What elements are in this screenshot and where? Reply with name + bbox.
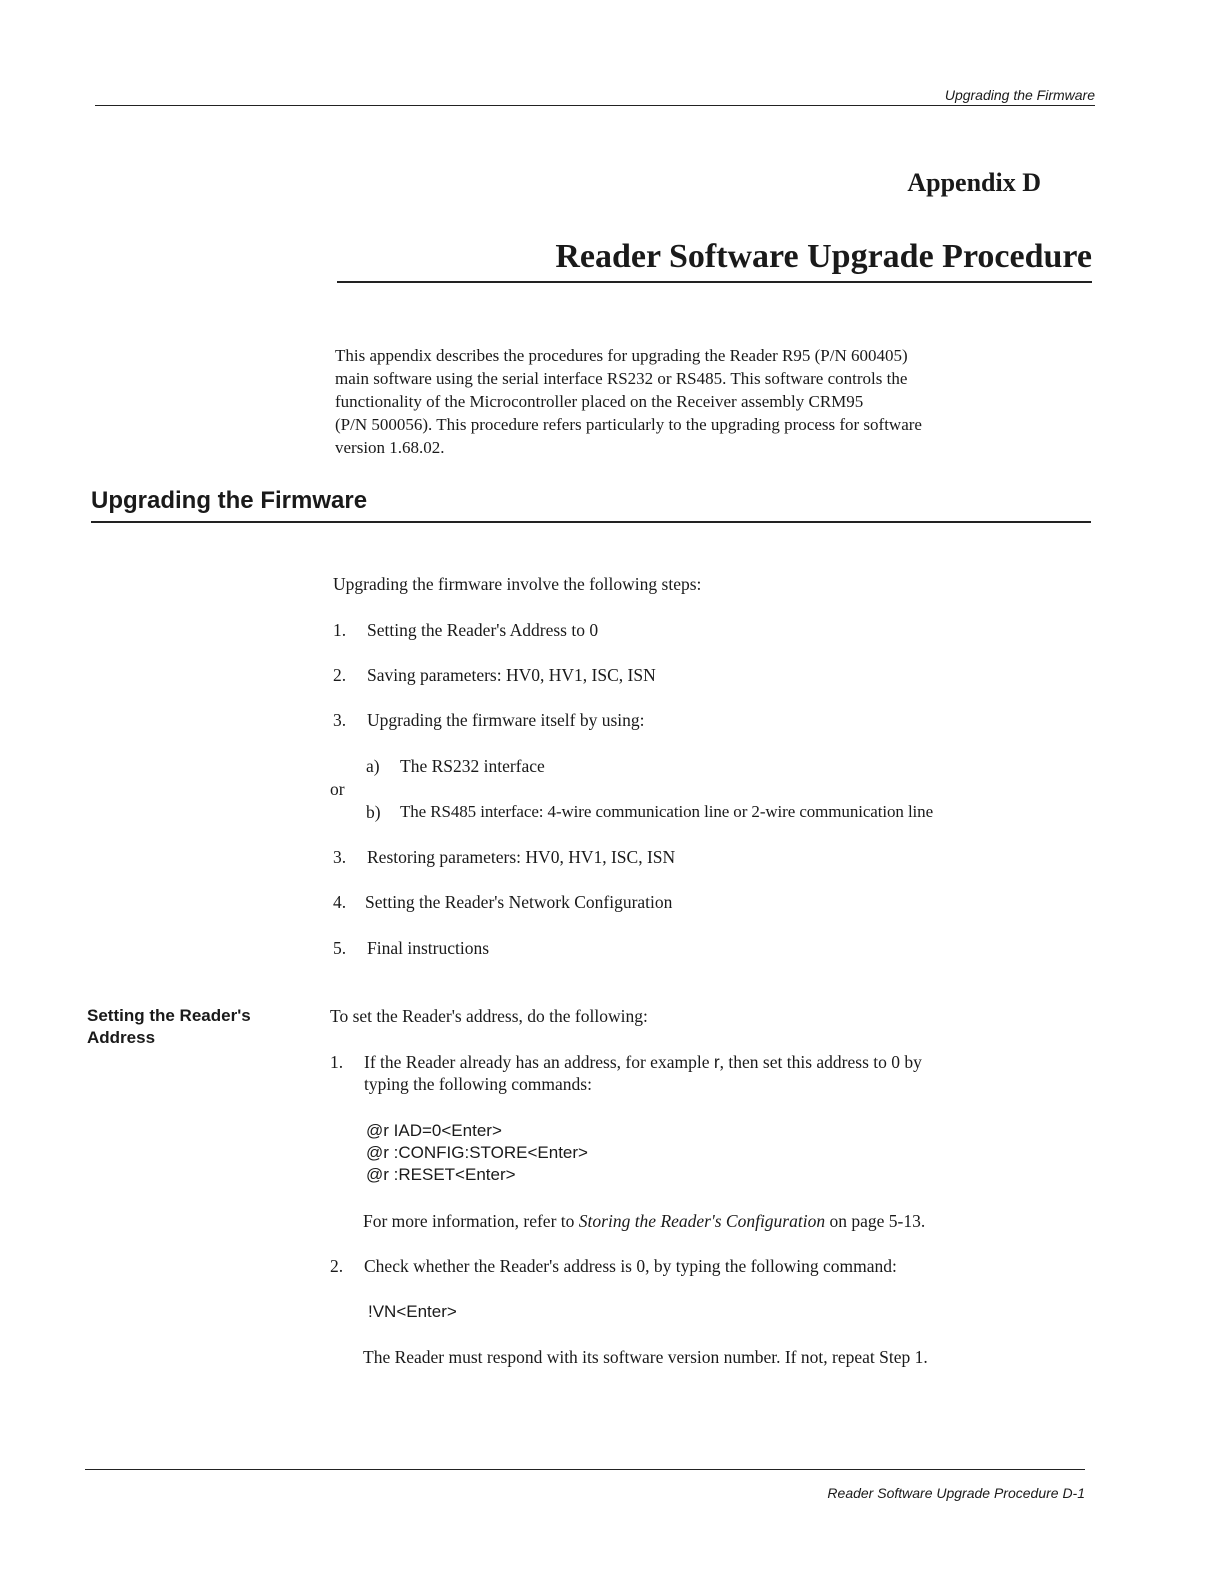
step-text: Upgrading the firmware itself by using: — [367, 710, 645, 730]
step-number: 2. — [330, 1256, 344, 1276]
command-text: :RESET<Enter> — [388, 1165, 516, 1184]
appendix-label: Appendix D — [907, 168, 1041, 197]
step-text-suffix: , then set this address to 0 by — [719, 1052, 922, 1072]
subsection-side-head — [87, 1005, 287, 1049]
command-line — [366, 1142, 588, 1164]
chapter-title: Reader Software Upgrade Procedure — [555, 238, 1092, 275]
command-block — [366, 1120, 588, 1186]
step-text: Setting the Reader's Address to 0 — [367, 620, 599, 640]
sub-item-text: The RS485 interface: 4-wire communication line or 2-wire communication line — [400, 802, 934, 821]
step-text-line: typing the following commands: — [364, 1074, 592, 1094]
sub-item-text: The RS232 interface — [400, 756, 545, 776]
intro-line: (P/N 500056). This procedure refers particularly to the upgrading process for software — [335, 415, 922, 434]
command-variable: r — [383, 1143, 389, 1162]
command-prefix: @ — [366, 1143, 384, 1162]
or-text: or — [330, 779, 345, 799]
intro-paragraph — [335, 344, 1095, 459]
step-number: 1. — [330, 1052, 344, 1072]
cross-reference-link[interactable]: Storing the Reader's Configuration — [578, 1211, 826, 1231]
section-title: Upgrading the Firmware — [91, 487, 368, 514]
step-text: Saving parameters: HV0, HV1, ISC, ISN — [367, 665, 656, 685]
command-line-vn: !VN<Enter> — [368, 1302, 457, 1321]
intro-line: This appendix describes the procedures for upgrading the Reader R95 (P/N 600405) — [335, 346, 908, 365]
chapter-title-rule — [337, 281, 1092, 283]
page-footer: Reader Software Upgrade Procedure D-1 — [827, 1485, 1085, 1501]
step-number: 4. — [333, 892, 347, 912]
header-rule — [95, 105, 1095, 106]
more-info-prefix: For more information, refer to — [363, 1211, 579, 1231]
command-prefix: @ — [366, 1165, 384, 1184]
step-number: 3. — [333, 710, 347, 730]
step-text: Check whether the Reader's address is 0, by typing the following command: — [364, 1256, 897, 1276]
intro-line: functionality of the Microcontroller placed on the Receiver assembly CRM95 — [335, 392, 864, 411]
section-rule — [91, 521, 1091, 523]
side-head-line: Setting the Reader's — [87, 1006, 251, 1025]
step-text-line — [364, 1051, 922, 1073]
more-info — [363, 1210, 925, 1232]
sub-item-label: a) — [366, 756, 380, 776]
footer-rule — [85, 1469, 1085, 1470]
running-head: Upgrading the Firmware — [944, 87, 1095, 103]
section-lead: Upgrading the firmware involve the following steps: — [333, 574, 702, 594]
closing-text: The Reader must respond with its software version number. If not, repeat Step 1. — [363, 1347, 928, 1367]
subsection-lead: To set the Reader's address, do the following: — [330, 1006, 648, 1026]
step-text: Setting the Reader's Network Configuration — [365, 892, 673, 912]
command-prefix: @ — [366, 1121, 384, 1140]
command-line — [366, 1164, 588, 1186]
command-text: IAD=0<Enter> — [388, 1121, 502, 1140]
step-text-prefix: If the Reader already has an address, for example — [364, 1052, 714, 1072]
step-number: 3. — [333, 847, 347, 867]
intro-line: version 1.68.02. — [335, 438, 445, 457]
intro-line: main software using the serial interface RS232 or RS485. This software controls the — [335, 369, 908, 388]
step-number: 5. — [333, 938, 347, 958]
command-line — [366, 1120, 588, 1142]
command-variable: r — [383, 1121, 389, 1140]
side-head-line: Address — [87, 1028, 156, 1047]
step-number: 2. — [333, 665, 347, 685]
address-variable: r — [713, 1052, 720, 1072]
step-text: Final instructions — [367, 938, 490, 958]
command-text: :CONFIG:STORE<Enter> — [388, 1143, 588, 1162]
step-number: 1. — [333, 620, 347, 640]
command-variable: r — [383, 1165, 389, 1184]
more-info-suffix: on page 5-13. — [825, 1211, 926, 1231]
sub-item-label: b) — [366, 802, 381, 822]
step-text: Restoring parameters: HV0, HV1, ISC, ISN — [367, 847, 676, 867]
